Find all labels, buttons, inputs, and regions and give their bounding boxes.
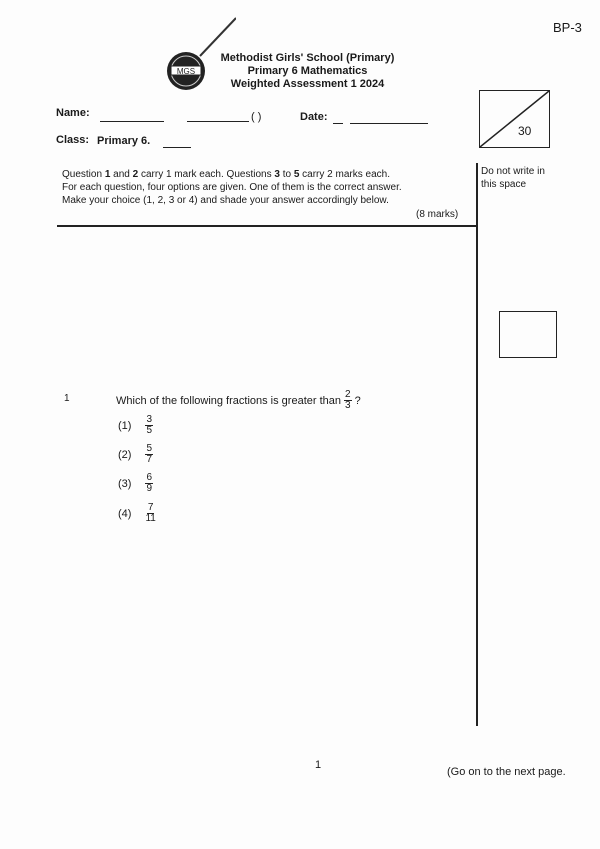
score-box: [479, 90, 550, 148]
margin-note: Do not write in this space: [481, 166, 545, 190]
paper-code: BP-3: [553, 20, 582, 35]
name-field-2[interactable]: [187, 121, 249, 122]
question-number: 1: [64, 393, 70, 404]
svg-text:MGS: MGS: [176, 67, 196, 76]
instructions: Question 1 and 2 carry 1 mark each. Questions 3 to 5 carry 2 marks each. For each question, four options are given. One of them is the correct answer. Make your choice (1, 2, 3 or 4) and shade your answer accordingly below.: [62, 169, 402, 206]
date-line: [333, 123, 343, 124]
date-field[interactable]: [350, 123, 428, 124]
assessment-title: Weighted Assessment 1 2024: [230, 78, 385, 90]
name-field[interactable]: [100, 121, 164, 122]
section-marks: (8 marks): [416, 209, 459, 220]
class-value: Primary 6.: [97, 135, 151, 147]
option-2[interactable]: (2) $\frac{5}{7}$: [118, 443, 153, 465]
class-field[interactable]: [163, 147, 191, 148]
next-page-note: (Go on to the next page.: [447, 766, 566, 778]
section-divider: [57, 225, 477, 227]
class-label: Class:: [56, 134, 90, 146]
school-name: Methodist Girls' School (Primary): [220, 52, 395, 64]
name-label: Name:: [56, 107, 90, 119]
score-total: 30: [518, 124, 532, 138]
margin-line: [476, 163, 478, 726]
page-number: 1: [315, 759, 322, 771]
date-label: Date:: [300, 111, 328, 123]
answer-mark-box: [499, 311, 557, 358]
option-4[interactable]: (4) $\frac{7}{11}$: [118, 502, 156, 524]
register-number-field[interactable]: ( ): [251, 111, 262, 123]
question-text: Which of the following fractions is greater than $\frac{2}{3}$ ?: [116, 389, 361, 411]
option-3[interactable]: (3) $\frac{6}{9}$: [118, 472, 153, 494]
subject: Primary 6 Mathematics: [247, 65, 368, 77]
option-1[interactable]: (1) $\frac{3}{5}$: [118, 414, 153, 436]
